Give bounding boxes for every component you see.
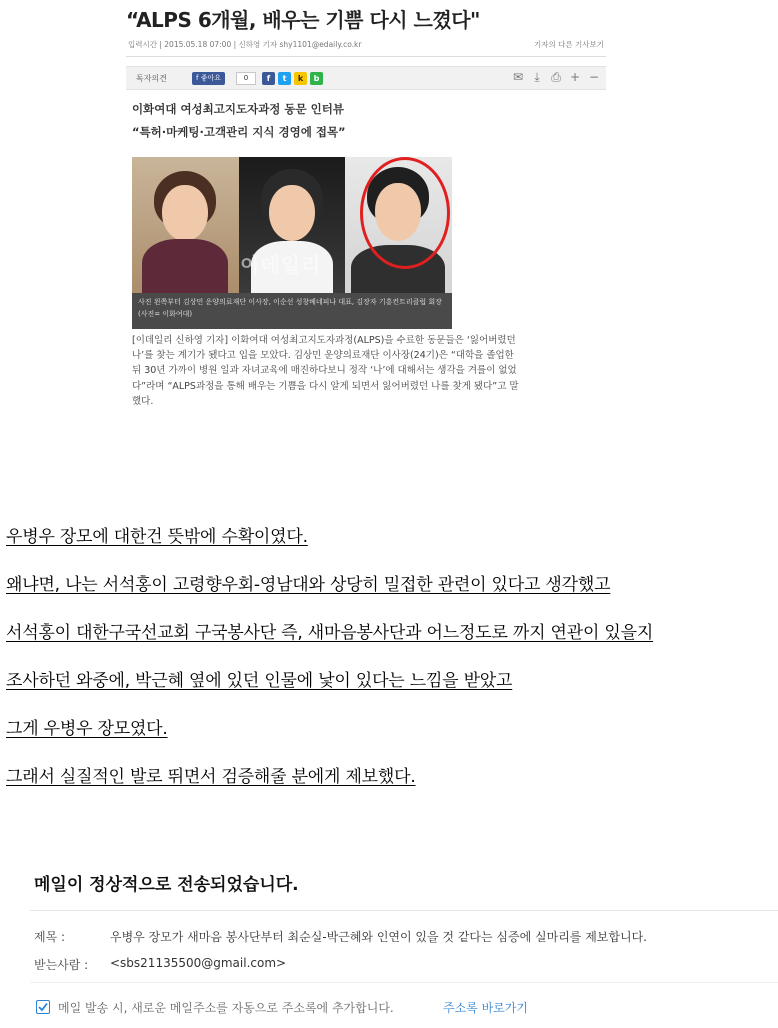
article-body-line: 나’를 찾는 계기가 됐다고 입을 모았다. 김상민 운양의료재단 이사장(24기)은 “대학을 졸업한 <box>132 350 514 362</box>
zoom-in-icon[interactable]: + <box>569 70 581 84</box>
auto-add-address-label[interactable]: 메일 발송 시, 새로운 메일주소를 자동으로 주소록에 추가합니다. <box>58 1001 394 1015</box>
commentary-line: 조사하던 와중에, 박근혜 옆에 있던 인물에 낯이 있다는 느낌을 받았고 <box>6 671 513 691</box>
commentary-line: 그게 우병우 장모였다. <box>6 719 168 739</box>
commentary-line: 왜냐면, 나는 서석홍이 고령향우회-영남대와 상당히 밀접한 관련이 있다고 생각했고 <box>6 575 611 595</box>
facebook-like-button[interactable]: f 좋아요 <box>192 72 225 85</box>
article-body-line: [이데일리 신하영 기자] 이화여대 여성최고지도자과정(ALPS)을 수료한 동문들은 ‘잃어버렸던 <box>132 335 516 346</box>
print-icon[interactable]: ⎙ <box>551 70 561 84</box>
facebook-like-count: 0 <box>236 72 256 85</box>
photo-person-left <box>132 157 239 293</box>
article-tool-icons <box>512 70 600 85</box>
kakao-icon[interactable]: k <box>294 72 307 85</box>
article-body-line: 뒤 30년 가까이 병원 일과 자녀교육에 매진하다보니 정작 ‘나’에 대해서는 생각을 겨를이 없었 <box>132 365 517 377</box>
mail-subject-value: 우병우 장모가 새마음 봉사단부터 최순실-박근혜와 인연이 있을 것 같다는 심증에 실마리를 제보합니다. <box>110 930 647 944</box>
article-subheading-2: “특허·마케팅·고객관리 지식 경영에 접목” <box>132 125 346 139</box>
photo-watermark: 이데일리 <box>240 253 322 277</box>
band-icon[interactable]: b <box>310 72 323 85</box>
mail-sent-title: 메일이 정상적으로 전송되었습니다. <box>34 875 299 895</box>
twitter-icon[interactable]: t <box>278 72 291 85</box>
facebook-like-label: 좋아요 <box>200 74 221 82</box>
divider <box>30 982 778 983</box>
news-article-screenshot <box>124 0 608 430</box>
mail-subject-label: 제목 : <box>34 930 66 944</box>
addressbook-link[interactable]: 주소록 바로가기 <box>443 1001 528 1015</box>
auto-add-address-checkbox[interactable] <box>36 1000 50 1014</box>
article-meta: 입력시간 | 2015.05.18 07:00 | 신하영 기자 shy1101@edaily.co.kr <box>128 40 362 49</box>
facebook-icon[interactable]: f <box>262 72 275 85</box>
article-body-line: 했다. <box>132 395 154 407</box>
reader-opinion-link[interactable]: 독자의견 <box>136 74 167 83</box>
commentary-line: 서석홍이 대한구국선교회 구국봉사단 즉, 새마음봉사단과 어느정도로 까지 연관이 있을지 <box>6 623 654 643</box>
mail-recipient-label: 받는사람 : <box>34 958 89 972</box>
article-photo <box>132 157 452 293</box>
commentary-line: 우병우 장모에 대한건 뜻밖에 수확이였다. <box>6 527 308 547</box>
article-headline: “ALPS 6개월, 배우는 기쁨 다시 느꼈다" <box>126 8 480 32</box>
mail-icon[interactable]: ✉ <box>512 70 524 84</box>
divider <box>126 56 606 57</box>
mail-recipient-value: <sbs21135500@gmail.com> <box>110 956 287 970</box>
check-icon <box>38 1002 48 1012</box>
commentary-line: 그래서 실질적인 발로 뛰면서 검증해줄 분에게 제보했다. <box>6 767 416 787</box>
article-subheading-1: 이화여대 여성최고지도자과정 동문 인터뷰 <box>132 102 344 116</box>
download-icon[interactable]: ⤓ <box>534 70 540 84</box>
article-toolbar <box>126 66 606 90</box>
red-highlight-circle <box>360 157 450 269</box>
divider <box>30 910 778 911</box>
photo-caption: 사진 왼쪽부터 김상민 운양의료재단 이사장, 이순선 성창베네피나 대표, 김장자 기흥컨트리클럽 회장(사진= 이화여대) <box>132 293 452 329</box>
reporter-other-articles-link[interactable]: 기자의 다른 기사보기 <box>534 40 604 49</box>
article-body-line: 다”라며 “ALPS과정을 통해 배우는 기쁨을 다시 알게 되면서 잃어버렸던 나를 찾게 됐다”고 말 <box>132 380 519 392</box>
article-body <box>132 333 610 409</box>
zoom-out-icon[interactable]: − <box>588 70 600 84</box>
